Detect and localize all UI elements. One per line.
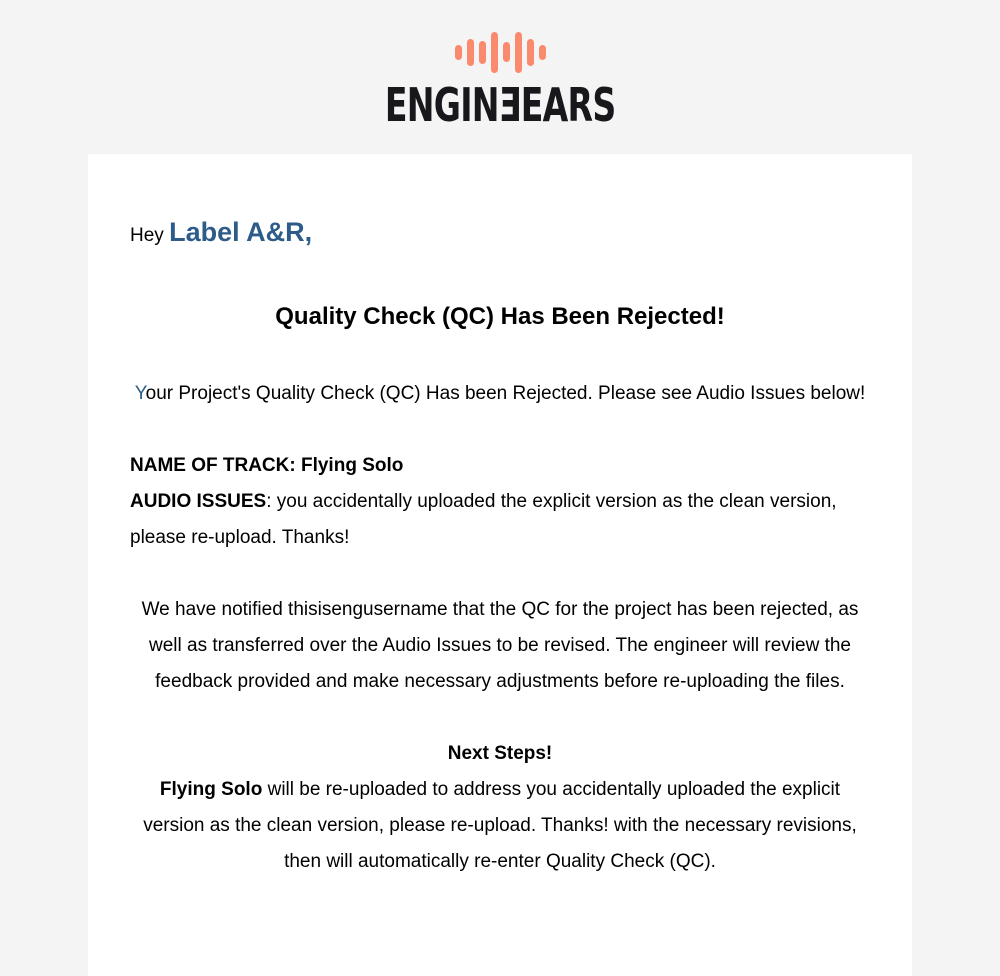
- waveform-bar: [503, 42, 510, 62]
- waveform-bar: [539, 45, 546, 60]
- audio-issues-text: : you accidentally uploaded the explicit version as the clean version, please re-upload. Thanks!: [130, 491, 837, 548]
- qc-rejected-heading: Quality Check (QC) Has Been Rejected!: [275, 303, 725, 330]
- intro-initial-letter: Y: [134, 383, 146, 404]
- next-steps-paragraph: [130, 736, 870, 880]
- waveform-bar: [515, 32, 522, 73]
- intro-paragraph: [130, 376, 870, 412]
- track-name-line: NAME OF TRACK: Flying Solo: [130, 455, 404, 476]
- email-card: [88, 154, 912, 976]
- next-steps-track-name: Flying Solo: [159, 779, 263, 800]
- next-steps-text: will be re-uploaded to address you accidentally uploaded the explicit version as the clean version, please re-upload. Thanks! with the necessary revisions, then will automatically re-enter Quality Check (QC).: [143, 779, 857, 872]
- brand-wordmark: ENGINƎEARS: [384, 78, 616, 132]
- engineer-notified-paragraph: We have notified thisisengusername that the QC for the project has been rejected, as well as transferred over the Audio Issues to be revised. The engineer will review the feedback provided and make necessary adjustments before re-uploading the files.: [141, 599, 859, 692]
- waveform-bar: [455, 45, 462, 60]
- waveform-bar: [467, 39, 474, 66]
- waveform-bar: [479, 41, 486, 64]
- track-info: [130, 448, 870, 556]
- recipient-name: Label A&R,: [169, 217, 313, 247]
- greeting: [130, 214, 870, 254]
- greeting-prefix: Hey: [130, 225, 164, 246]
- waveform-bar: [491, 32, 498, 73]
- waveform-bar: [527, 39, 534, 66]
- next-steps-heading: Next Steps!: [447, 743, 553, 764]
- intro-text: our Project's Quality Check (QC) Has been Rejected. Please see Audio Issues below!: [145, 383, 866, 404]
- audio-issues-label: AUDIO ISSUES: [130, 491, 267, 512]
- brand-header: [0, 0, 1000, 132]
- waveform-icon: [0, 28, 1000, 76]
